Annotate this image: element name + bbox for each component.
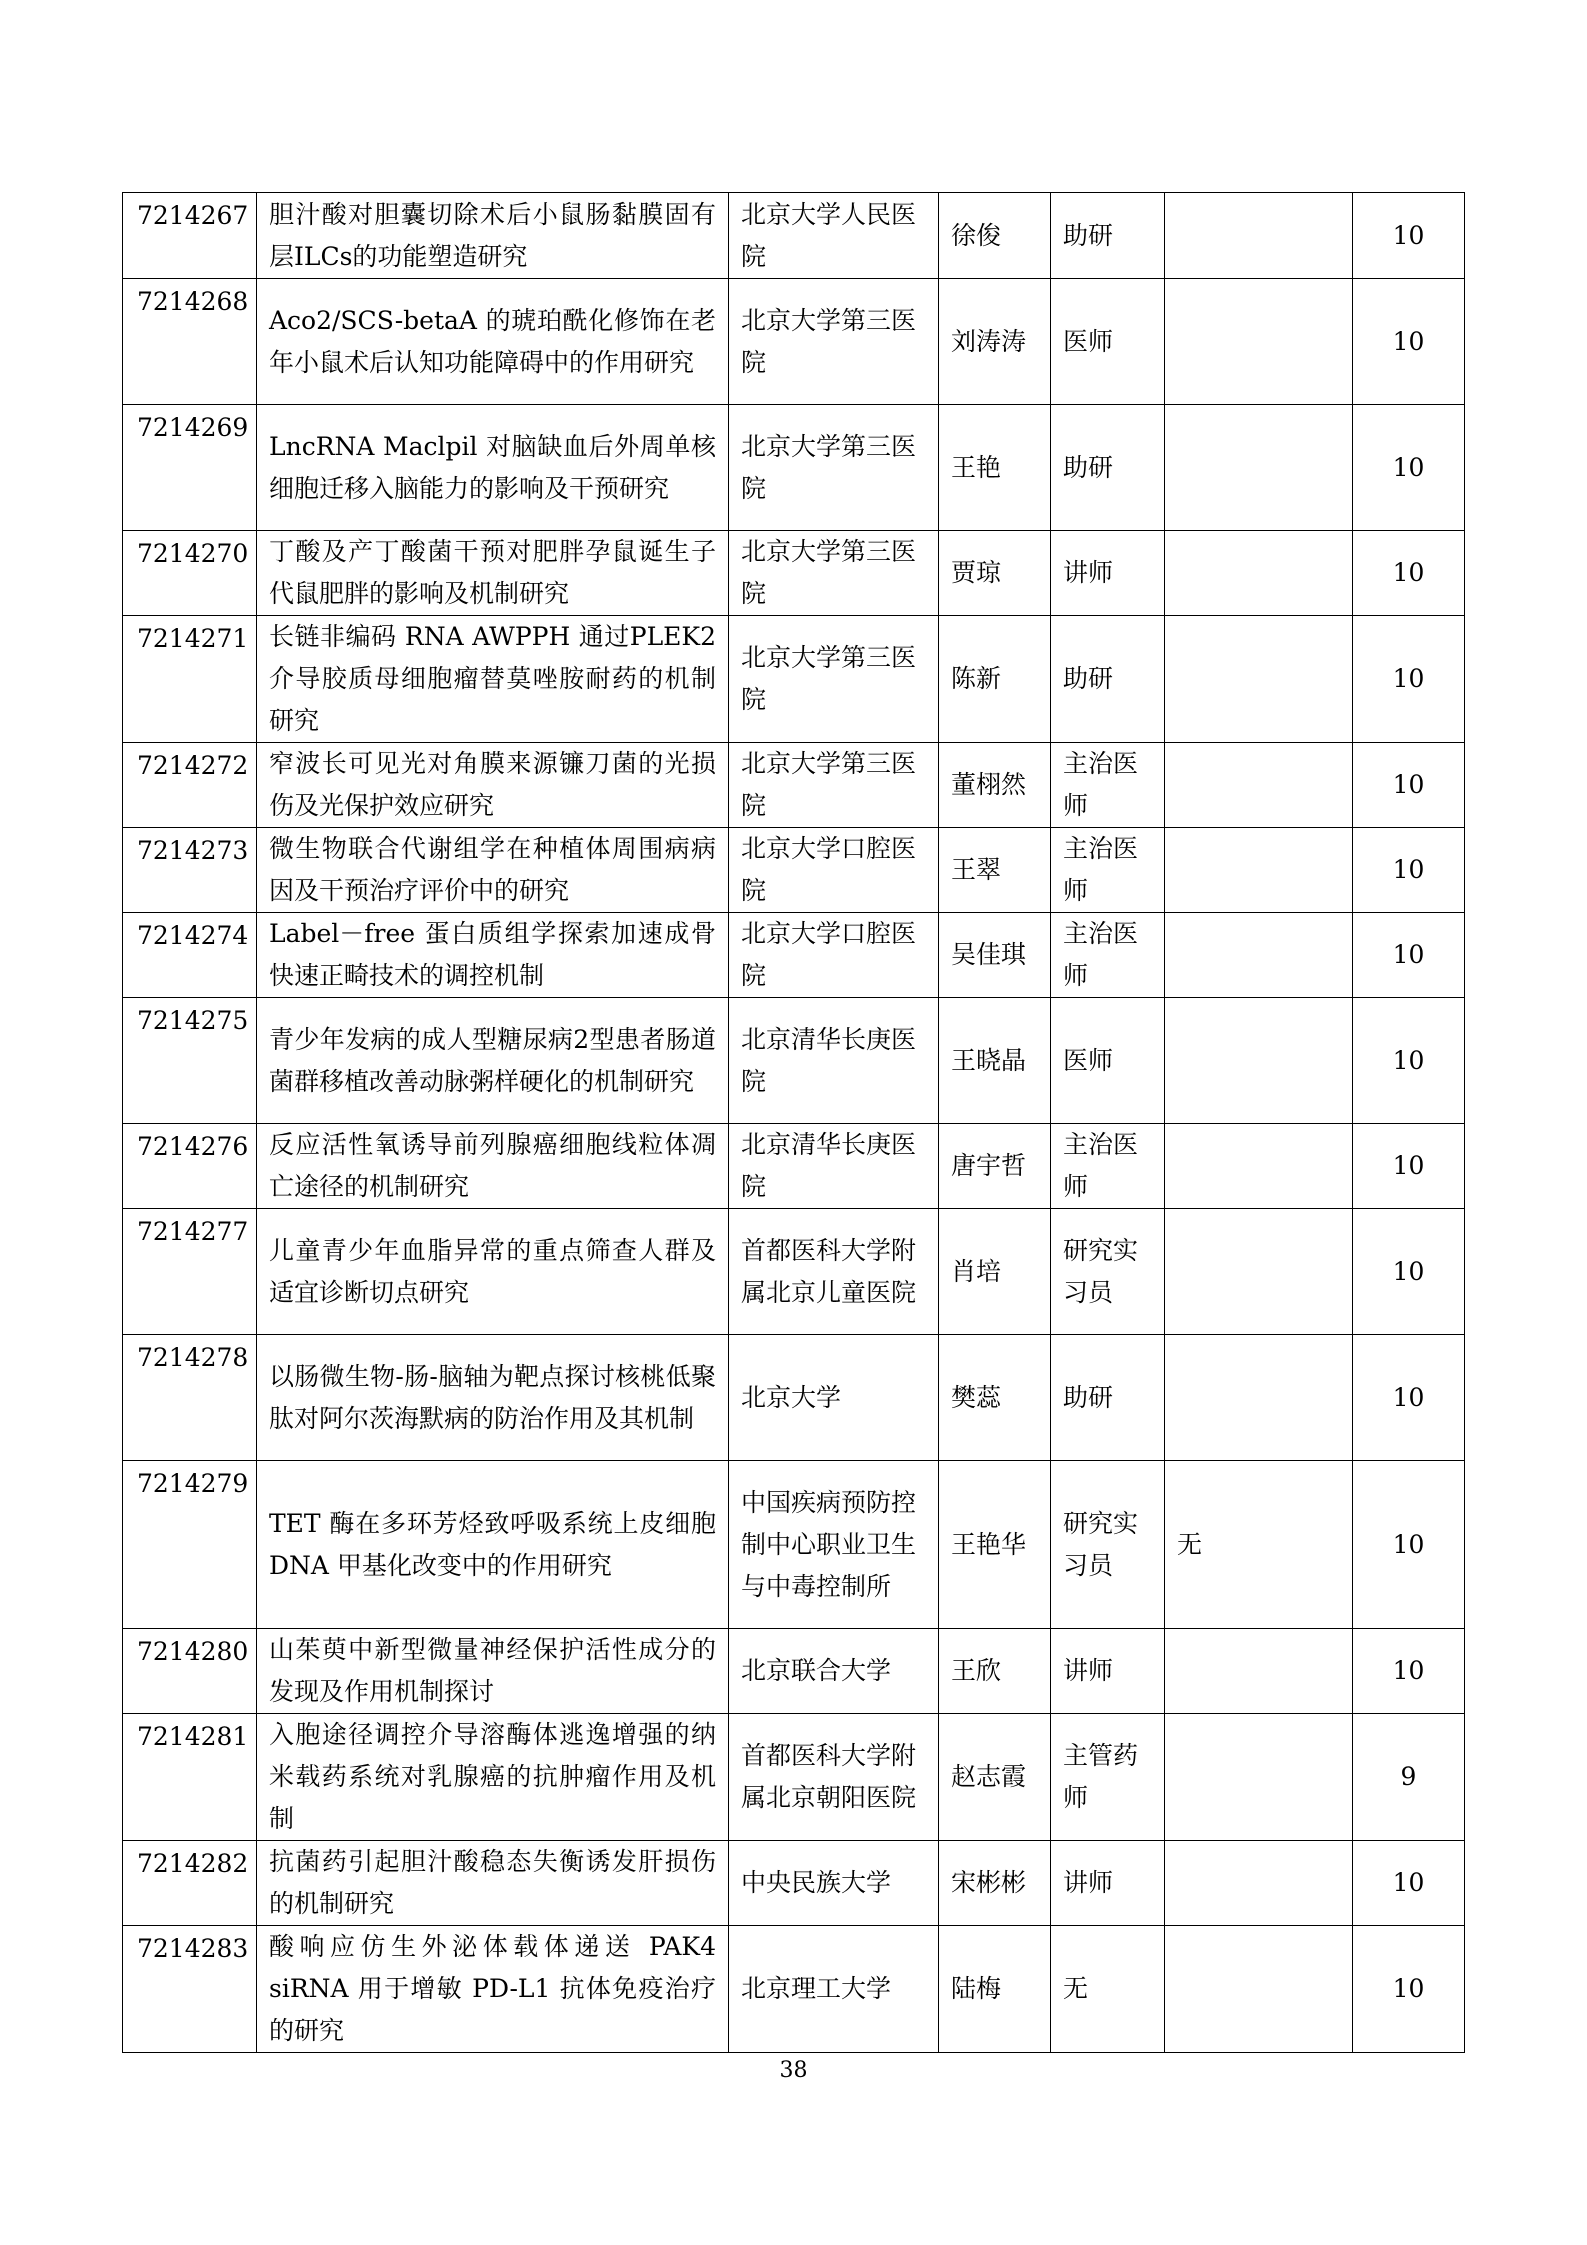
project-title-cell: 以肠微生物-肠-脑轴为靶点探讨核桃低聚肽对阿尔茨海默病的防治作用及其机制 [257,1335,729,1461]
position-cell: 研究实习员 [1051,1209,1165,1335]
researcher-name-cell: 宋彬彬 [939,1841,1051,1926]
project-id-cell: 7214274 [123,913,257,998]
table-row [123,743,1465,828]
position-cell: 研究实习员 [1051,1461,1165,1629]
note-cell [1165,405,1353,531]
table-row [123,998,1465,1124]
project-title-cell: TET 酶在多环芳烃致呼吸系统上皮细胞DNA 甲基化改变中的作用研究 [257,1461,729,1629]
table-row [123,531,1465,616]
project-id-cell: 7214283 [123,1926,257,2053]
position-cell: 助研 [1051,405,1165,531]
note-cell [1165,279,1353,405]
project-id-cell: 7214281 [123,1714,257,1841]
funding-cell: 10 [1353,279,1465,405]
table-row [123,828,1465,913]
project-title-cell: 反应活性氧诱导前列腺癌细胞线粒体凋亡途径的机制研究 [257,1124,729,1209]
researcher-name-cell: 陆梅 [939,1926,1051,2053]
funding-cell: 10 [1353,1124,1465,1209]
table-row [123,405,1465,531]
table-row [123,1124,1465,1209]
institution-cell: 北京大学第三医院 [729,279,939,405]
project-id-cell: 7214282 [123,1841,257,1926]
project-id-cell: 7214278 [123,1335,257,1461]
note-cell [1165,1926,1353,2053]
researcher-name-cell: 唐宇哲 [939,1124,1051,1209]
institution-cell: 北京大学第三医院 [729,743,939,828]
institution-cell: 中国疾病预防控制中心职业卫生与中毒控制所 [729,1461,939,1629]
note-cell [1165,616,1353,743]
project-id-cell: 7214280 [123,1629,257,1714]
researcher-name-cell: 王欣 [939,1629,1051,1714]
project-title-cell: 酸响应仿生外泌体载体递送 PAK4 siRNA 用于增敏 PD-L1 抗体免疫治疗的研究 [257,1926,729,2053]
project-id-cell: 7214277 [123,1209,257,1335]
note-cell [1165,531,1353,616]
note-cell [1165,998,1353,1124]
funding-cell: 9 [1353,1714,1465,1841]
table-row [123,1926,1465,2053]
note-cell [1165,743,1353,828]
institution-cell: 北京大学口腔医院 [729,913,939,998]
funding-cell: 10 [1353,998,1465,1124]
researcher-name-cell: 陈新 [939,616,1051,743]
note-cell [1165,1335,1353,1461]
researcher-name-cell: 徐俊 [939,193,1051,279]
table-row [123,1629,1465,1714]
funding-cell: 10 [1353,1926,1465,2053]
position-cell: 医师 [1051,998,1165,1124]
table-row [123,1461,1465,1629]
project-title-cell: 胆汁酸对胆囊切除术后小鼠肠黏膜固有层ILCs的功能塑造研究 [257,193,729,279]
researcher-name-cell: 王翠 [939,828,1051,913]
funding-cell: 10 [1353,1335,1465,1461]
funding-cell: 10 [1353,1629,1465,1714]
table-row [123,193,1465,279]
table-row [123,1714,1465,1841]
position-cell: 讲师 [1051,1629,1165,1714]
project-title-cell: 山茱萸中新型微量神经保护活性成分的发现及作用机制探讨 [257,1629,729,1714]
funding-cell: 10 [1353,193,1465,279]
position-cell: 主治医师 [1051,1124,1165,1209]
project-title-cell: 长链非编码 RNA AWPPH 通过PLEK2 介导胶质母细胞瘤替莫唑胺耐药的机制研究 [257,616,729,743]
project-title-cell: 儿童青少年血脂异常的重点筛查人群及适宜诊断切点研究 [257,1209,729,1335]
project-title-cell: 窄波长可见光对角膜来源镰刀菌的光损伤及光保护效应研究 [257,743,729,828]
researcher-name-cell: 王艳 [939,405,1051,531]
table-row [123,1209,1465,1335]
position-cell: 医师 [1051,279,1165,405]
table-row [123,616,1465,743]
researcher-name-cell: 吴佳琪 [939,913,1051,998]
funding-cell: 10 [1353,1841,1465,1926]
project-id-cell: 7214267 [123,193,257,279]
position-cell: 讲师 [1051,1841,1165,1926]
note-cell [1165,1209,1353,1335]
institution-cell: 北京大学人民医院 [729,193,939,279]
institution-cell: 北京大学第三医院 [729,531,939,616]
institution-cell: 首都医科大学附属北京朝阳医院 [729,1714,939,1841]
note-cell [1165,1841,1353,1926]
researcher-name-cell: 贾琼 [939,531,1051,616]
institution-cell: 首都医科大学附属北京儿童医院 [729,1209,939,1335]
project-id-cell: 7214272 [123,743,257,828]
note-cell: 无 [1165,1461,1353,1629]
note-cell [1165,1124,1353,1209]
position-cell: 助研 [1051,616,1165,743]
researcher-name-cell: 王晓晶 [939,998,1051,1124]
project-title-cell: 抗菌药引起胆汁酸稳态失衡诱发肝损伤的机制研究 [257,1841,729,1926]
institution-cell: 北京大学第三医院 [729,616,939,743]
position-cell: 无 [1051,1926,1165,2053]
researcher-name-cell: 樊蕊 [939,1335,1051,1461]
table-row [123,279,1465,405]
researcher-name-cell: 赵志霞 [939,1714,1051,1841]
institution-cell: 北京清华长庚医院 [729,998,939,1124]
project-id-cell: 7214268 [123,279,257,405]
project-id-cell: 7214276 [123,1124,257,1209]
project-title-cell: 入胞途径调控介导溶酶体逃逸增强的纳米载药系统对乳腺癌的抗肿瘤作用及机制 [257,1714,729,1841]
funding-cell: 10 [1353,913,1465,998]
note-cell [1165,1629,1353,1714]
note-cell [1165,193,1353,279]
institution-cell: 北京大学 [729,1335,939,1461]
funding-cell: 10 [1353,616,1465,743]
position-cell: 主治医师 [1051,913,1165,998]
researcher-name-cell: 董栩然 [939,743,1051,828]
project-title-cell: 青少年发病的成人型糖尿病2型患者肠道菌群移植改善动脉粥样硬化的机制研究 [257,998,729,1124]
funding-cell: 10 [1353,1209,1465,1335]
funding-cell: 10 [1353,828,1465,913]
institution-cell: 北京清华长庚医院 [729,1124,939,1209]
project-id-cell: 7214270 [123,531,257,616]
project-id-cell: 7214269 [123,405,257,531]
project-id-cell: 7214271 [123,616,257,743]
funding-cell: 10 [1353,531,1465,616]
project-table [122,192,1465,2053]
funding-cell: 10 [1353,743,1465,828]
institution-cell: 北京理工大学 [729,1926,939,2053]
project-title-cell: LncRNA Maclpil 对脑缺血后外周单核细胞迁移入脑能力的影响及干预研究 [257,405,729,531]
position-cell: 讲师 [1051,531,1165,616]
project-id-cell: 7214275 [123,998,257,1124]
note-cell [1165,1714,1353,1841]
project-id-cell: 7214273 [123,828,257,913]
project-title-cell: 丁酸及产丁酸菌干预对肥胖孕鼠诞生子代鼠肥胖的影响及机制研究 [257,531,729,616]
project-title-cell: Label－free 蛋白质组学探索加速成骨快速正畸技术的调控机制 [257,913,729,998]
institution-cell: 中央民族大学 [729,1841,939,1926]
position-cell: 主治医师 [1051,828,1165,913]
position-cell: 主治医师 [1051,743,1165,828]
institution-cell: 北京大学口腔医院 [729,828,939,913]
funding-cell: 10 [1353,1461,1465,1629]
position-cell: 助研 [1051,193,1165,279]
researcher-name-cell: 王艳华 [939,1461,1051,1629]
position-cell: 助研 [1051,1335,1165,1461]
table-row [123,1335,1465,1461]
researcher-name-cell: 肖培 [939,1209,1051,1335]
institution-cell: 北京联合大学 [729,1629,939,1714]
funding-cell: 10 [1353,405,1465,531]
note-cell [1165,828,1353,913]
institution-cell: 北京大学第三医院 [729,405,939,531]
project-id-cell: 7214279 [123,1461,257,1629]
project-title-cell: Aco2/SCS-betaA 的琥珀酰化修饰在老年小鼠术后认知功能障碍中的作用研究 [257,279,729,405]
table-row [123,913,1465,998]
table-row [123,1841,1465,1926]
project-title-cell: 微生物联合代谢组学在种植体周围病病因及干预治疗评价中的研究 [257,828,729,913]
note-cell [1165,913,1353,998]
position-cell: 主管药师 [1051,1714,1165,1841]
page-number: 38 [779,2058,808,2083]
researcher-name-cell: 刘涛涛 [939,279,1051,405]
